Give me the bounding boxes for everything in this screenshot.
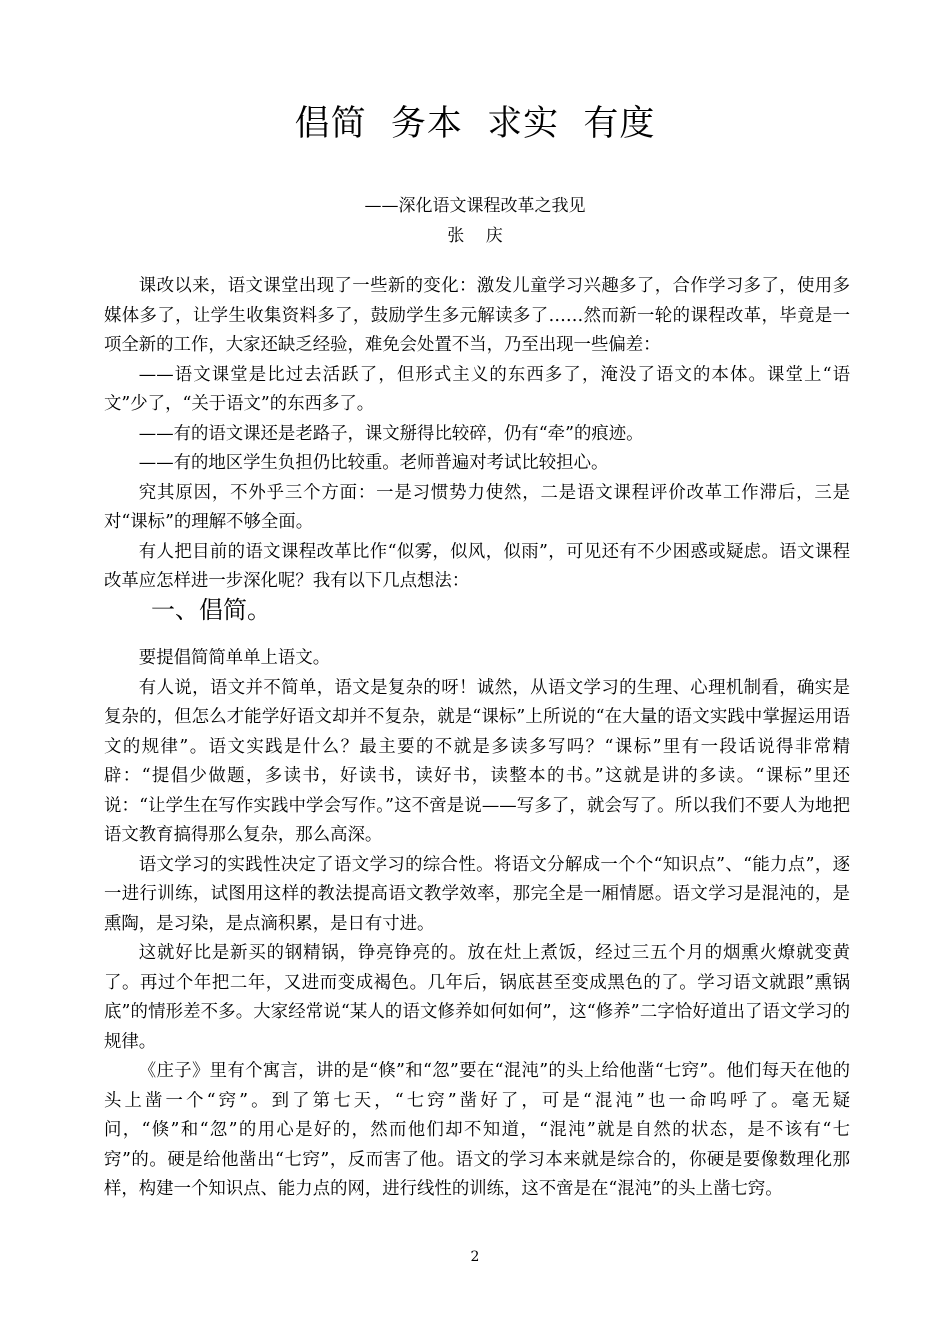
intro-paragraph: 课改以来，语文课堂出现了一些新的变化：激发儿童学习兴趣多了，合作学习多了，使用多媒体多了，让学生收集资料多了，鼓励学生多元解读多了……然而新一轮的课程改革，毕竟是一项全新的工作，大家还缺乏经验，难免会处置不当，乃至出现一些偏差：	[104, 276, 850, 355]
section-paragraph: 要提倡简简单单上语文。	[138, 648, 331, 668]
intro-section	[104, 272, 850, 597]
document-title: 倡简 务本 求实 有度	[294, 104, 656, 144]
intro-paragraph: 有人把目前的语文课程改革比作“似雾，似风，似雨”，可见还有不少困惑或疑虑。语文课程改革应怎样进一步深化呢？我有以下几点想法：	[104, 541, 850, 591]
section-paragraph: 语文学习的实践性决定了语文学习的综合性。将语文分解成一个个“知识点”、“能力点”，逐一进行训练，试图用这样的教法提高语文教学效率，那完全是一厢情愿。语文学习是混沌的，是熏陶，是习染，是点滴积累，是日有寸进。	[104, 854, 850, 934]
section-paragraph: 这就好比是新买的钢精锅，铮亮铮亮的。放在灶上煮饭，经过三五个月的烟熏火燎就变黄了。再过个年把二年，又进而变成褐色。几年后，锅底甚至变成黑色的了。学习语文就跟”熏锅底”的情形差不多。大家经常说“某人的语文修养如何如何”，这“修养”二字恰好道出了语文学习的规律。	[104, 943, 850, 1052]
deviation-item: ——有的地区学生负担仍比较重。老师普遍对考试比较担心。	[138, 453, 609, 473]
document-subtitle: ——深化语文课程改革之我见	[364, 196, 586, 216]
author-name: 张 庆	[447, 226, 503, 246]
intro-paragraph: 究其原因，不外乎三个方面：一是习惯势力使然，二是语文课程评价改革工作滞后，三是对“课标”的理解不够全面。	[104, 482, 850, 532]
section-paragraph: 《庄子》里有个寓言，讲的是“倏”和“忽”要在“混沌”的头上给他凿“七窍”。他们每天在他的头上凿一个“窍”。到了第七天，“七窍”凿好了，可是“混沌”也一命呜呼了。毫无疑问，“倏”和“忽”的用心是好的，然而他们却不知道，“混沌”就是自然的状态，是不该有“七窍”的。硬是给他凿出“七窍”，反而害了他。语文的学习本来就是综合的，你硬是要像数理化那样，构建一个知识点、能力点的网，进行线性的训练，这不啻是在“混沌”的头上凿七窍。	[104, 1061, 850, 1199]
page-number: 2	[470, 1249, 480, 1265]
section-heading: 一、倡简。	[151, 596, 271, 624]
deviation-item: ——语文课堂是比过去活跃了，但形式主义的东西多了，淹没了语文的本体。课堂上“语文”少了，“关于语文”的东西多了。	[104, 364, 850, 414]
section-paragraph: 有人说，语文并不简单，语文是复杂的呀！诚然，从语文学习的生理、心理机制看，确实是复杂的，但怎么才能学好语文却并不复杂，就是“课标”上所说的“在大量的语文实践中掌握运用语文的规律”。语文实践是什么？最主要的不就是多读多写吗？“课标”里有一段话说得非常精辟：“提倡少做题，多读书，好读书，读好书，读整本的书。”这就是讲的多读。“课标”里还说：“让学生在写作实践中学会写作。”这不啻是说——写多了，就会写了。所以我们不要人为地把语文教育搞得那么复杂，那么高深。	[104, 677, 850, 845]
section-body	[104, 644, 850, 1205]
deviation-item: ——有的语文课还是老路子，课文掰得比较碎，仍有“牵”的痕迹。	[138, 423, 644, 444]
